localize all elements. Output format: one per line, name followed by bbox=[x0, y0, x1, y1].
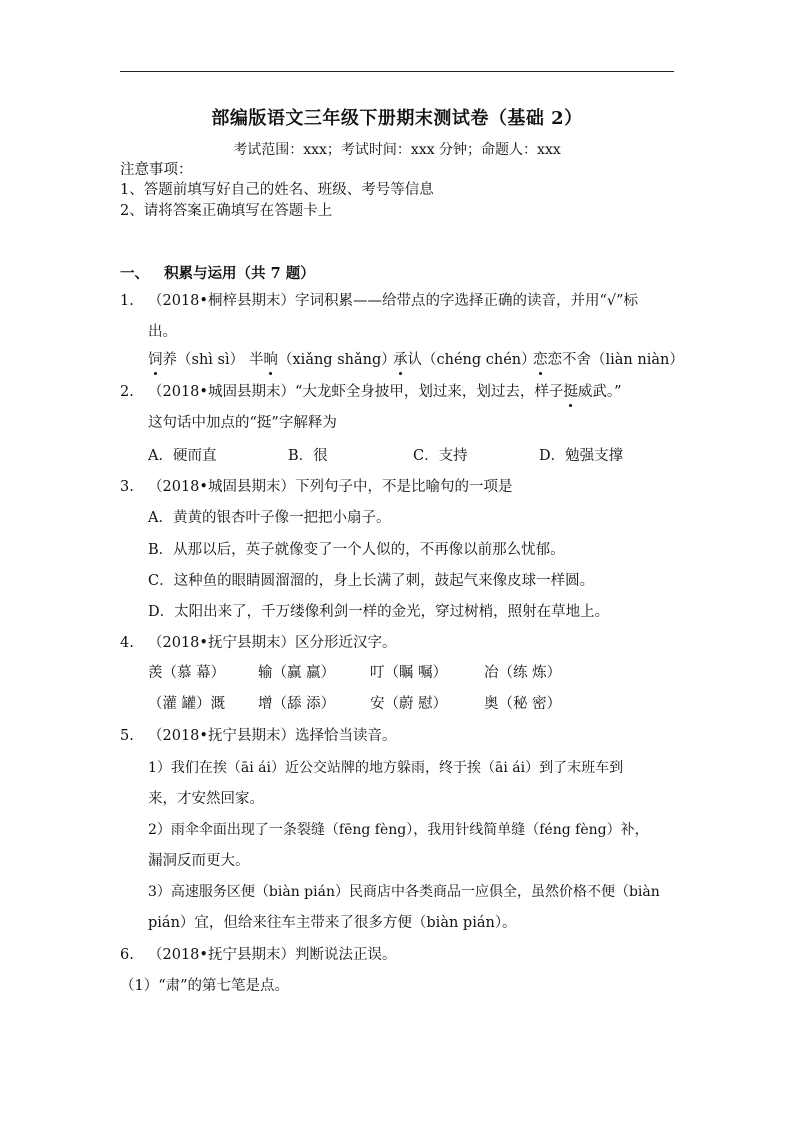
q3-option-c: C．这种鱼的眼睛圆溜溜的，身上长满了刺，鼓起气来像皮球一样圆。 bbox=[148, 573, 595, 589]
q2-number: 2. bbox=[120, 384, 134, 400]
word-pinyin: 认（chéng chén） bbox=[407, 352, 536, 368]
q4-item: 奥（秘 密） bbox=[484, 696, 562, 712]
section-heading bbox=[120, 264, 315, 284]
notice-item: 2、请将答案正确填写在答题卡上 bbox=[120, 203, 333, 219]
q5-line: 3）高速服务区便（biàn pián）民商店中各类商品一应俱全，虽然价格不便（biàn bbox=[148, 884, 660, 900]
q4-stem: （2018•抚宁县期末）区分形近汉字。 bbox=[148, 635, 397, 651]
q3-option-a: A．黄黄的银杏叶子像一把把小扇子。 bbox=[148, 510, 391, 526]
word-prefix: 半 bbox=[249, 352, 264, 368]
q4-item: 叮（瞩 嘱） bbox=[370, 665, 448, 681]
q1-word bbox=[249, 350, 396, 370]
q3-number: 3. bbox=[120, 479, 134, 495]
q1-stem: （2018•桐梓县期末）字词积累——给带点的字选择正确的读音，并用“√”标 bbox=[148, 293, 639, 309]
dotted-char: 晌 bbox=[263, 352, 278, 368]
q5-stem: （2018•抚宁县期末）选择恰当读音。 bbox=[148, 728, 397, 744]
dotted-char: 挺 bbox=[563, 384, 578, 400]
header-rule bbox=[120, 71, 674, 72]
q2-stem-text: 威武。” bbox=[577, 384, 622, 400]
q2-stem-cont: 这句话中加点的“挺”字解释为 bbox=[148, 415, 337, 431]
notice-item: 1、答题前填写好自己的姓名、班级、考号等信息 bbox=[120, 182, 434, 198]
q4-item: 增（舔 添） bbox=[258, 696, 336, 712]
q6-item: （1）“肃”的第七笔是点。 bbox=[120, 978, 290, 994]
q1-word bbox=[148, 350, 244, 370]
q2-stem bbox=[148, 382, 622, 402]
notice-heading: 注意事项： bbox=[120, 162, 193, 178]
word-pinyin: 恋不舍（liàn niàn） bbox=[547, 352, 684, 368]
dotted-char: 承 bbox=[393, 352, 408, 368]
q4-item: 羡（慕 幕） bbox=[148, 665, 226, 681]
q4-item: 安（蔚 慰） bbox=[370, 696, 448, 712]
q3-option-b: B．从那以后，英子就像变了一个人似的，不再像以前那么忧郁。 bbox=[148, 542, 565, 558]
q4-item: （灌 罐）溉 bbox=[148, 696, 226, 712]
q2-option-b: B．很 bbox=[288, 448, 328, 464]
q6-number: 6. bbox=[120, 947, 134, 963]
dotted-char: 饲 bbox=[148, 352, 163, 368]
q6-stem: （2018•抚宁县期末）判断说法正误。 bbox=[148, 947, 397, 963]
section-title: 积累与运用（共 7 题） bbox=[164, 265, 315, 282]
q2-option-a: A．硬而直 bbox=[148, 448, 217, 464]
q1-stem-cont: 出。 bbox=[148, 324, 177, 340]
exam-title: 部编版语文三年级下册期末测试卷（基础 2） bbox=[211, 108, 583, 129]
q5-line: 1）我们在挨（āi ái）近公交站牌的地方躲雨，终于挨（āi ái）到了末班车到 bbox=[148, 760, 624, 776]
q4-item: 输（赢 羸） bbox=[258, 665, 336, 681]
q5-number: 5. bbox=[120, 728, 134, 744]
exam-info: 考试范围：xxx；考试时间：xxx 分钟；命题人：xxx bbox=[233, 142, 561, 158]
q1-number: 1. bbox=[120, 293, 134, 309]
word-pinyin: （xiǎng shǎng） bbox=[278, 352, 396, 368]
q5-line: 漏洞反而更大。 bbox=[148, 853, 250, 869]
q2-option-c: C．支持 bbox=[413, 448, 468, 464]
q4-number: 4. bbox=[120, 635, 134, 651]
q5-line: 2）雨伞伞面出现了一条裂缝（fēng fèng），我用针线简单缝（féng fèng）补， bbox=[148, 822, 649, 838]
q5-line: pián）宜，但给来往车主带来了很多方便（biàn pián）。 bbox=[148, 915, 517, 931]
q3-stem: （2018•城固县期末）下列句子中，不是比喻句的一项是 bbox=[148, 479, 513, 495]
word-pinyin: 养（shì sì） bbox=[162, 352, 245, 368]
section-number: 一、 bbox=[120, 265, 149, 282]
q3-option-d: D．太阳出来了，千万缕像利剑一样的金光，穿过树梢，照射在草地上。 bbox=[148, 604, 610, 620]
dotted-char: 恋 bbox=[533, 352, 548, 368]
q2-stem-text: （2018•城固县期末）“大龙虾全身披甲，划过来，划过去，样子 bbox=[148, 384, 564, 400]
q5-line: 来，才安然回家。 bbox=[148, 791, 264, 807]
q2-option-d: D．勉强支撑 bbox=[539, 448, 624, 464]
q1-word bbox=[393, 350, 536, 370]
q4-item: 冶（练 炼） bbox=[484, 665, 562, 681]
q1-word bbox=[533, 350, 684, 370]
